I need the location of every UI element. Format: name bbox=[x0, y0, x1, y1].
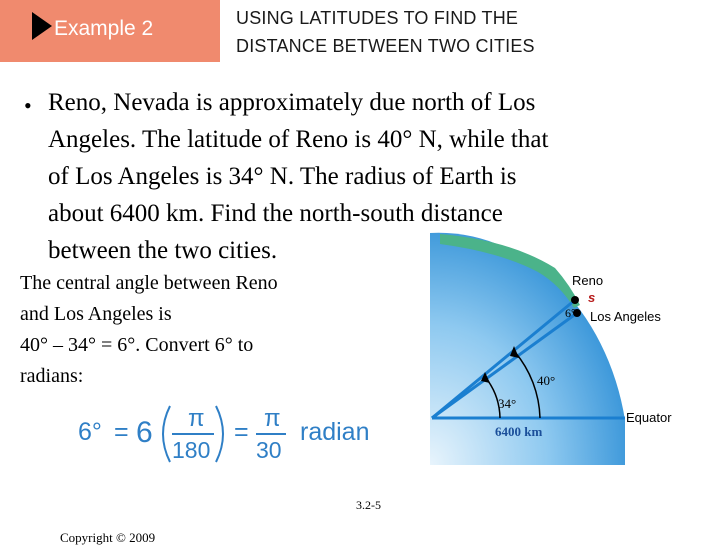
problem-line: Reno, Nevada is approximately due north of Los bbox=[48, 89, 536, 116]
reno-dot bbox=[571, 296, 579, 304]
formula-unit: radian bbox=[300, 418, 370, 446]
bullet-icon: • bbox=[24, 93, 32, 118]
problem-line: Angeles. The latitude of Reno is 40° N, while that bbox=[48, 126, 549, 153]
earth-latitude-diagram bbox=[420, 230, 700, 465]
label-40deg: 40° bbox=[537, 373, 556, 388]
paren-left bbox=[163, 406, 170, 462]
copyright-text: Copyright © 2009 bbox=[60, 530, 156, 545]
slide-title-line-2: DISTANCE BETWEEN TWO CITIES bbox=[236, 36, 535, 56]
problem-line: between the two cities. bbox=[48, 237, 278, 264]
solution-line: The central angle between Reno bbox=[20, 272, 278, 294]
formula-numerator-2: π bbox=[264, 405, 281, 432]
label-6deg: 6° bbox=[565, 306, 576, 320]
formula-equals-1: = bbox=[114, 418, 129, 446]
solution-line: 40° – 34° = 6°. Convert 6° to bbox=[20, 334, 254, 356]
formula-coefficient: 6 bbox=[136, 416, 153, 449]
formula-numerator-1: π bbox=[188, 405, 205, 432]
label-reno: Reno bbox=[572, 273, 604, 288]
problem-line: of Los Angeles is 34° N. The radius of Earth is bbox=[48, 163, 517, 190]
label-radius: 6400 km bbox=[495, 424, 543, 439]
page-number: 3.2-5 bbox=[356, 498, 381, 512]
conversion-formula bbox=[78, 400, 398, 470]
example-label: Example 2 bbox=[54, 17, 154, 40]
formula-denominator-1: 180 bbox=[172, 437, 211, 463]
label-s: s bbox=[588, 290, 596, 305]
problem-line: about 6400 km. Find the north-south distance bbox=[48, 200, 503, 227]
label-equator: Equator bbox=[626, 410, 672, 425]
formula-denominator-2: 30 bbox=[256, 437, 282, 463]
solution-line: radians: bbox=[20, 365, 84, 387]
solution-line: and Los Angeles is bbox=[20, 303, 172, 325]
label-la: Los Angeles bbox=[590, 309, 661, 324]
paren-right bbox=[216, 406, 223, 462]
formula-lhs: 6° bbox=[78, 418, 102, 446]
label-34deg: 34° bbox=[498, 396, 517, 411]
formula-equals-2: = bbox=[234, 418, 249, 446]
play-arrow-icon bbox=[32, 12, 52, 40]
slide-title-line-1: USING LATITUDES TO FIND THE bbox=[236, 8, 519, 28]
